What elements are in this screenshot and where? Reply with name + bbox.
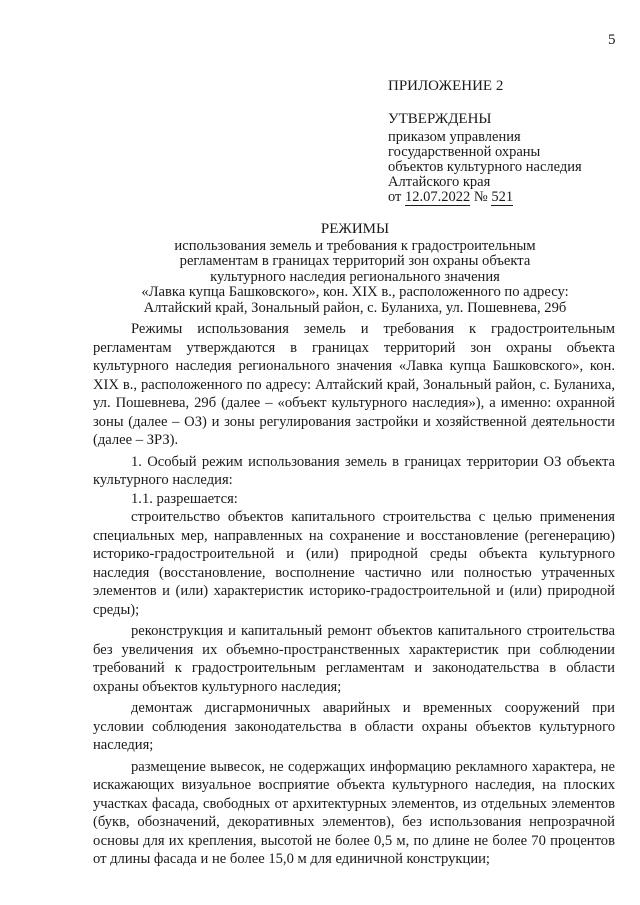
title-main: РЕЖИМЫ: [320, 221, 390, 237]
page-number: 5: [608, 32, 616, 48]
title-line: Алтайский край, Зональный район, с. Буланиха, ул. Пошевнева, 29б: [143, 299, 567, 316]
appendix-label: ПРИЛОЖЕНИЕ 2: [388, 78, 504, 94]
list-item: строительство объектов капитального строительства с целью применения специальных мер, направленных на сохранение и восстановление (регенерацию) историко-градостроительной и (или) природной среды объекта культурного наследия (восстановление, восполнение частично или полностью утраченных элементов и (или) характеристик историко-градостроительной и (или) природной среды);: [93, 509, 615, 618]
title-line: регламентам в границах территорий зон охраны объекта: [179, 253, 531, 269]
number-prefix: №: [473, 189, 488, 205]
approval-date-line: [388, 190, 582, 205]
approval-line: объектов культурного наследия: [388, 159, 582, 175]
approval-number: 521: [491, 189, 514, 205]
list-item: размещение вывесок, не содержащих информацию рекламного характера, не искажающих визуальное восприятие объекта культурного наследия, на плоских участках фасада, свободных от архитектурных элементов, из отдельных элементов (букв, обозначений, декоративных элементов), без использования непрозрачной основы для их крепления, высотой не более 0,5 м, по длине не более 70 процентов от длины фасада и не более 15,0 м для единичной конструкции;: [93, 758, 615, 867]
approval-line: государственной охраны: [388, 144, 541, 160]
from-prefix: от: [388, 189, 402, 205]
title-line: «Лавка купца Башковского», кон. XIX в., расположенного по адресу:: [141, 284, 569, 300]
section-heading: 1. Особый режим использования земель в границах территории ОЗ объекта культурного наследия:: [93, 453, 615, 488]
list-item: реконструкция и капитальный ремонт объектов капитального строительства без увеличения их объемно-пространственных характеристик при соблюдении требований к градостроительным регламентам и законодательства в области охраны объектов культурного наследия;: [93, 623, 615, 695]
document-title: [95, 222, 615, 316]
title-line: использования земель и требования к градостроительным: [174, 237, 536, 254]
approval-heading: УТВЕРЖДЕНЫ: [388, 111, 492, 127]
approval-line: Алтайского края: [388, 174, 491, 190]
list-item: демонтаж дисгармоничных аварийных и временных сооружений при условии соблюдения законодательства в области охраны объектов культурного наследия;: [93, 700, 615, 753]
document-body: [93, 320, 615, 872]
approval-block: [388, 112, 582, 205]
title-line: культурного наследия регионального значения: [210, 268, 500, 285]
intro-paragraph: Режимы использования земель и требования к градостроительным регламентам утверждаются в границах территорий зон охраны объекта культурного наследия регионального значения «Лавка купца Башковского», кон. XIX в., расположенного по адресу: Алтайский край, Зональный район, с. Буланиха, ул. Пошевнева, 29б (далее – «объект культурного наследия»), а именно: охранной зоны (далее – ОЗ) и зоны регулирования застройки и хозяйственной деятельности (далее – ЗРЗ).: [93, 321, 615, 448]
approval-date: 12.07.2022: [405, 189, 471, 205]
approval-line: приказом управления: [388, 129, 521, 145]
subsection-heading: 1.1. разрешается:: [131, 490, 238, 507]
